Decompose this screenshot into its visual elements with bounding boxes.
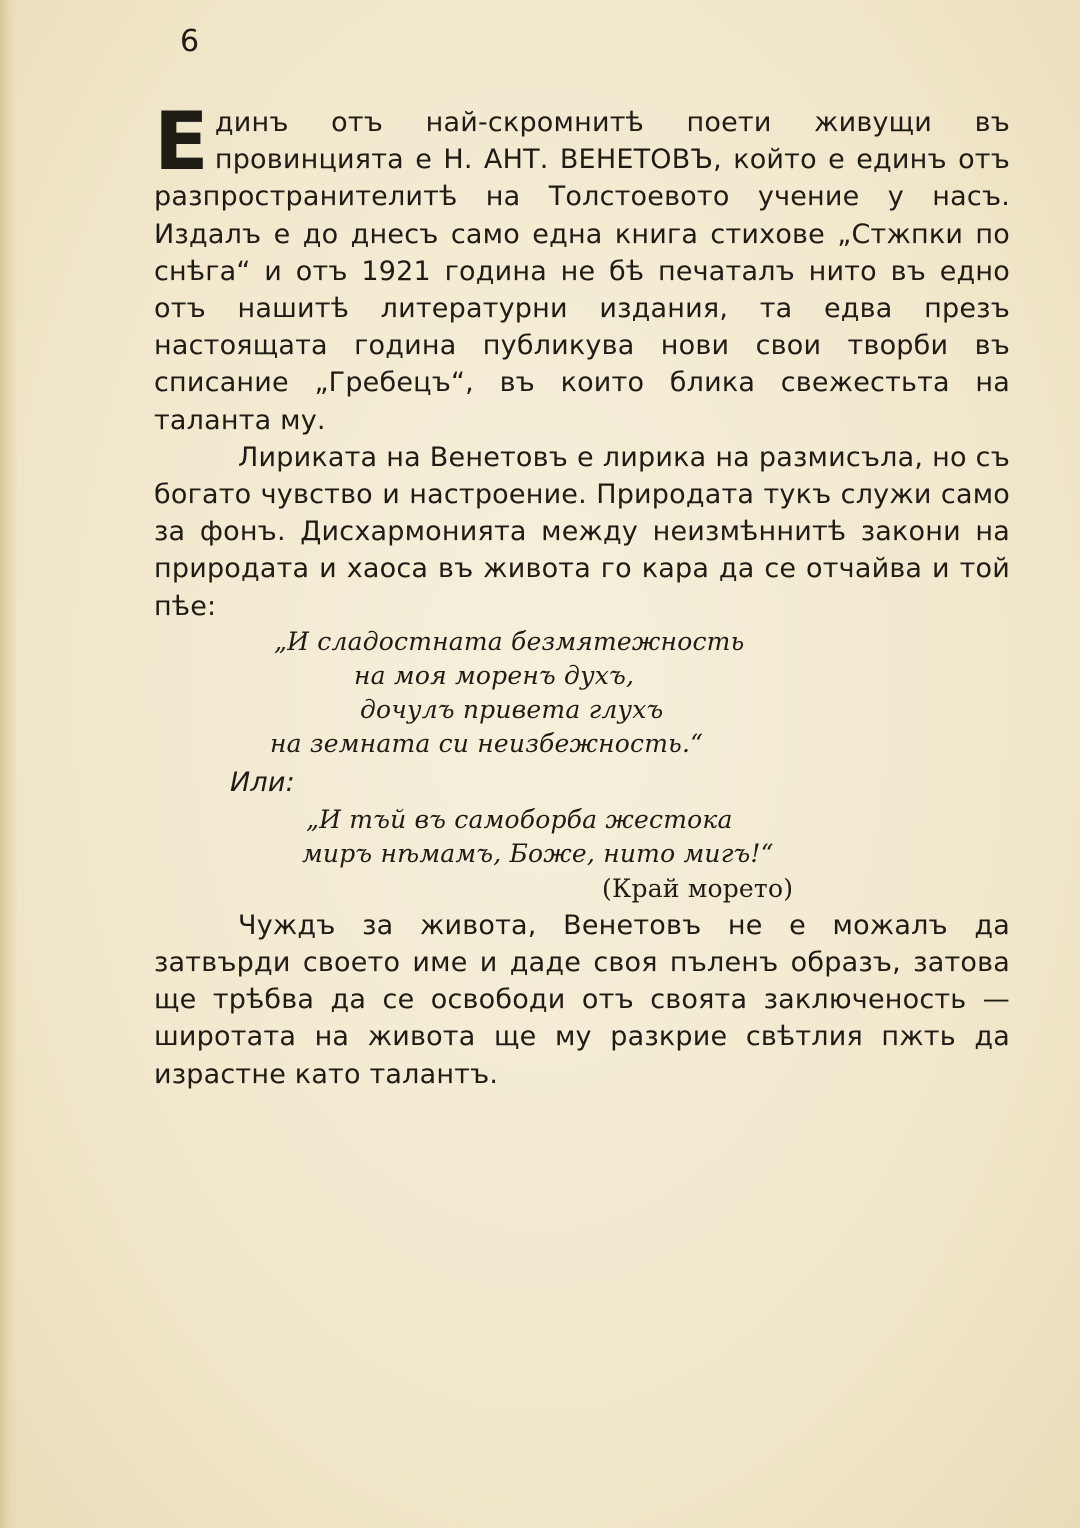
paragraph-lyric-analysis: Лириката на Венетовъ е лирика на размисъла, но съ богато чувство и настроение. Природата тукъ служи само за фонъ. Дисхармонията между неизмѣннитѣ закони на природата и хаоса въ живота го кара да се отчайва и той пѣе: (154, 441, 1010, 622)
paragraph-intro (154, 95, 1010, 439)
paragraph-intro-text: динъ отъ най-скромнитѣ поети живущи въ провинцията е Н. АНТ. ВЕНЕТОВЪ, който е единъ отъ разпространителитѣ на Толстоевото учение у насъ. Издалъ е до днесъ само една книга стихове „Стжпки по снѣга“ и отъ 1921 година не бѣ печаталъ нито въ едно отъ нашитѣ литературни издания, та едва презъ настоящата година публикува нови свои творби въ списание „Гребецъ“, въ които блика свежестьта на таланта му. (154, 107, 1010, 436)
paragraph-conclusion: Чуждъ за живота, Венетовъ не е можалъ да затвърди своето име и даде своя пъленъ образъ, затова ще трѣбва да се освободи отъ своята заключеность — широтата на живота ще му разкрие свѣтлия пжть да израстне като талантъ. (154, 909, 1010, 1090)
verse-line: дочулъ привета глухъ (360, 694, 664, 724)
drop-cap-letter: Е (154, 95, 209, 188)
verse-quote-2 (154, 803, 1010, 871)
verse-line: на моя моренъ духъ, (354, 660, 635, 690)
article-body (154, 95, 1010, 1093)
verse-line: „И тъй въ самоборба жестока (306, 804, 733, 834)
or-label: Или: (230, 766, 295, 798)
verse-line: на земната си неизбежность.“ (270, 728, 704, 758)
verse-line: миръ нѣмамъ, Боже, нито мигъ!“ (302, 838, 774, 868)
page-number: 6 (180, 24, 200, 59)
page-binding-edge (0, 0, 18, 1528)
verse-quote-1 (154, 625, 1010, 761)
verse-source: (Край морето) (602, 873, 794, 903)
verse-line: „И сладостната безмятежность (274, 626, 745, 656)
